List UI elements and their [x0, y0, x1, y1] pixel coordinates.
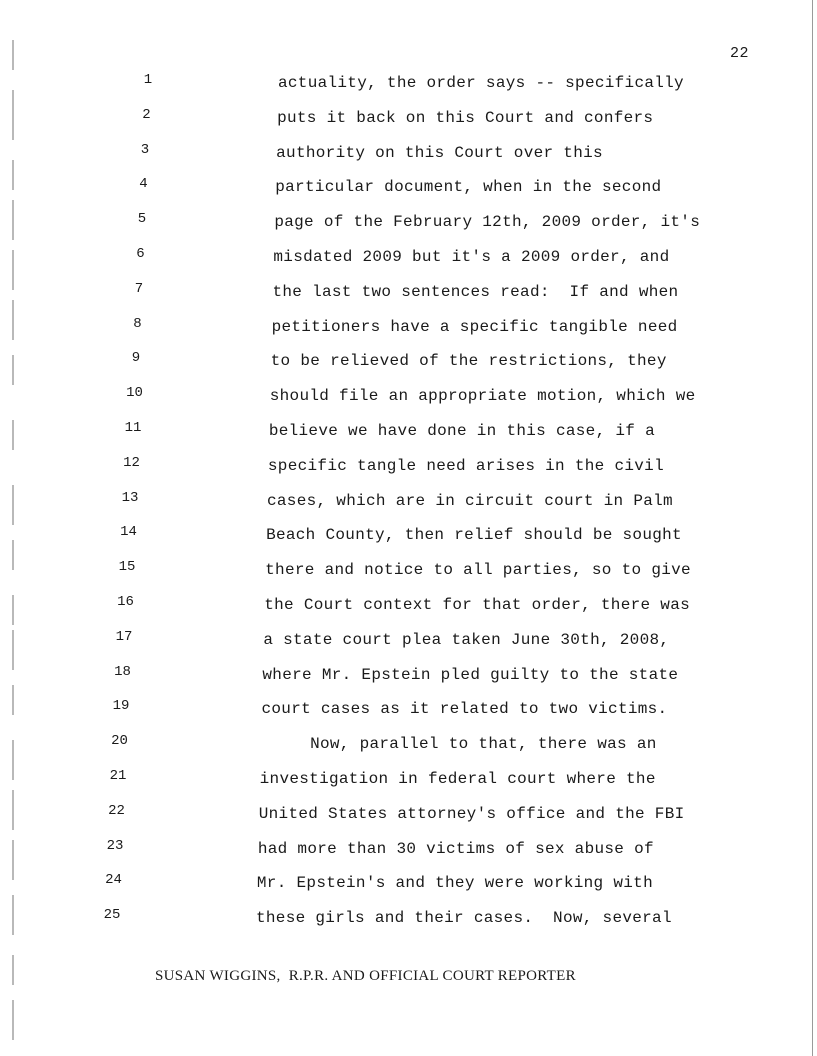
- line-text: investigation in federal court where the: [259, 769, 656, 788]
- line-text: there and notice to all parties, so to give: [265, 561, 691, 580]
- line-number: 3: [140, 141, 150, 158]
- line-number: 11: [124, 419, 142, 436]
- transcript-line: [0, 70, 817, 105]
- transcript-line: [0, 105, 817, 140]
- line-number: 15: [118, 559, 136, 576]
- reporter-footer: SUSAN WIGGINS, R.P.R. AND OFFICIAL COURT REPORTER: [155, 968, 576, 984]
- line-text: misdated 2009 but it's a 2009 order, and: [273, 247, 670, 266]
- transcript-line: [0, 453, 817, 488]
- transcript-line: [0, 244, 817, 279]
- line-text: puts it back on this Court and confers: [277, 108, 654, 127]
- transcript-line: [0, 522, 817, 557]
- line-text: where Mr. Epstein pled guilty to the state: [262, 665, 679, 684]
- line-text: believe we have done in this case, if a: [268, 421, 655, 440]
- line-text: should file an appropriate motion, which we: [269, 387, 696, 406]
- transcript-line: [0, 592, 817, 627]
- line-text: to be relieved of the restrictions, they: [270, 352, 667, 371]
- transcript-line: [0, 627, 817, 662]
- line-text: page of the February 12th, 2009 order, it's: [274, 213, 701, 232]
- line-number: 6: [136, 245, 145, 262]
- line-number: 24: [105, 872, 122, 889]
- transcript-line: [0, 383, 817, 418]
- line-text: Beach County, then relief should be sought: [266, 526, 682, 545]
- transcript-line: [0, 557, 817, 592]
- line-number: 20: [111, 733, 128, 750]
- binder-mark: [12, 955, 14, 985]
- binder-mark: [12, 40, 14, 70]
- transcript-line: [0, 279, 817, 314]
- line-text: United States attorney's office and the FBI: [258, 804, 685, 823]
- page-number: 22: [730, 45, 750, 62]
- line-number: 17: [115, 628, 133, 645]
- transcript-line: [0, 905, 817, 940]
- line-number: 12: [123, 454, 140, 471]
- line-number: 16: [117, 593, 134, 610]
- line-text: the last two sentences read: If and when: [272, 282, 679, 301]
- binder-mark: [12, 1000, 14, 1040]
- line-number: 10: [126, 385, 143, 402]
- line-text: court cases as it related to two victims.: [261, 700, 668, 719]
- transcript-line: [0, 174, 817, 209]
- line-number: 9: [131, 350, 141, 367]
- line-text: cases, which are in circuit court in Palm: [267, 491, 673, 510]
- transcript-lines: [0, 70, 817, 940]
- transcript-line: [0, 314, 817, 349]
- line-text: particular document, when in the second: [275, 178, 662, 197]
- line-number: 7: [134, 280, 144, 297]
- line-text: had more than 30 victims of sex abuse of: [257, 839, 654, 858]
- line-text: petitioners have a specific tangible need: [271, 317, 678, 336]
- line-text: the Court context for that order, there was: [264, 595, 691, 614]
- line-text: Now, parallel to that, there was an: [260, 735, 657, 754]
- transcript-line: [0, 662, 817, 697]
- line-number: 8: [133, 315, 142, 332]
- line-text: a state court plea taken June 30th, 2008,: [263, 630, 670, 649]
- line-number: 4: [139, 176, 148, 193]
- line-text: Mr. Epstein's and they were working with: [256, 874, 653, 893]
- line-text: actuality, the order says -- specifically: [278, 74, 684, 92]
- line-number: 19: [112, 698, 130, 715]
- line-number: 13: [121, 489, 139, 506]
- line-number: 22: [108, 802, 125, 819]
- transcript-line: [0, 488, 817, 523]
- line-number: 23: [106, 837, 124, 854]
- line-text: authority on this Court over this: [276, 143, 603, 162]
- line-text: these girls and their cases. Now, several: [256, 909, 672, 928]
- line-number: 18: [114, 663, 131, 680]
- transcript-line: [0, 418, 817, 453]
- transcript-line: [0, 731, 817, 766]
- line-number: 1: [143, 72, 153, 88]
- transcript-line: [0, 870, 817, 905]
- transcript-line: [0, 836, 817, 871]
- transcript-line: [0, 801, 817, 836]
- line-number: 21: [109, 767, 127, 784]
- transcript-line: [0, 348, 817, 383]
- line-number: 2: [142, 106, 151, 123]
- transcript-line: [0, 140, 817, 175]
- line-text: specific tangle need arises in the civil: [267, 456, 664, 475]
- line-number: 25: [103, 907, 121, 924]
- line-number: 14: [120, 524, 137, 541]
- transcript-line: [0, 766, 817, 801]
- line-number: 5: [137, 211, 147, 228]
- transcript-line: [0, 209, 817, 244]
- transcript-line: [0, 696, 817, 731]
